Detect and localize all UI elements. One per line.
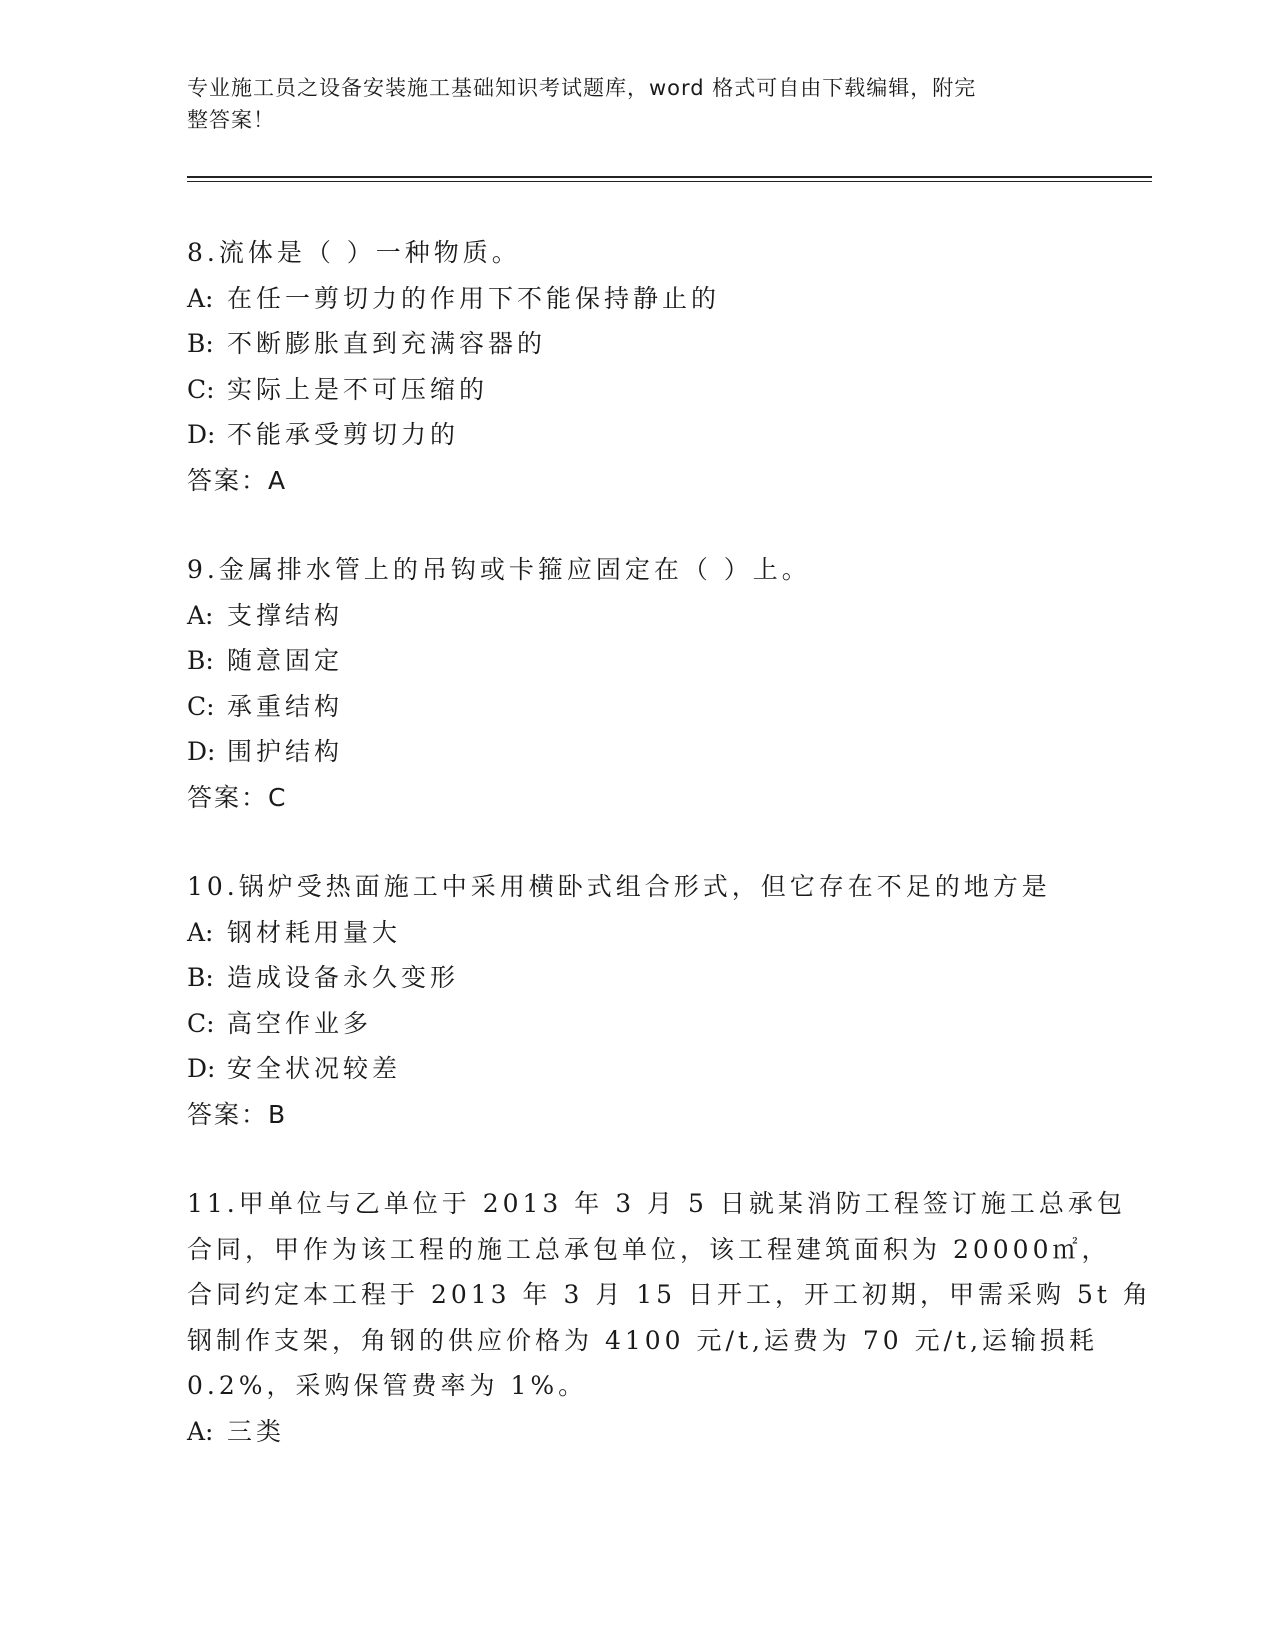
question-9: [187, 547, 1087, 820]
question-stem: 10.锅炉受热面施工中采用横卧式组合形式，但它存在不足的地方是: [187, 872, 1051, 901]
question-stem-line: 0.2%，采购保管费率为 1%。: [187, 1371, 588, 1400]
option-key: C:: [187, 1008, 215, 1038]
option-key: A:: [187, 917, 214, 947]
option-key: B:: [187, 329, 214, 358]
option-text: 不能承受剪切力的: [227, 420, 460, 449]
option-a: [187, 910, 1087, 956]
option-a: [187, 593, 1087, 639]
option-text: 随意固定: [227, 646, 344, 675]
option-text: 高空作业多: [227, 1008, 373, 1038]
option-text: 支撑结构: [227, 600, 344, 630]
option-c: [187, 684, 1087, 730]
header-line-1: 专业施工员之设备安装施工基础知识考试题库，word 格式可自由下载编辑，附完: [187, 76, 977, 100]
question-stem-line: 合同约定本工程于 2013 年 3 月 15 日开工，开工初期，甲需采购 5t 角: [187, 1280, 1152, 1309]
option-key: A:: [187, 283, 214, 313]
option-key: C:: [187, 374, 215, 404]
option-d: [187, 1046, 1087, 1092]
option-text: 不断膨胀直到充满容器的: [227, 329, 547, 358]
option-key: C:: [187, 691, 215, 721]
option-key: A:: [187, 600, 214, 630]
option-text: 造成设备永久变形: [227, 963, 460, 992]
question-10: [187, 864, 1087, 1137]
question-11: [187, 1181, 1152, 1454]
answer: 答案：A: [187, 465, 288, 495]
option-text: 钢材耗用量大: [227, 917, 402, 947]
option-key: D:: [187, 420, 216, 449]
option-c: [187, 367, 1087, 413]
option-text: 三类: [227, 1416, 286, 1446]
answer: 答案：C: [187, 782, 288, 812]
question-stem: 8.流体是（ ）一种物质。: [187, 238, 521, 267]
document-header: [187, 72, 1067, 136]
option-d: [187, 729, 1087, 775]
option-d: [187, 412, 1087, 458]
option-text: 安全状况较差: [227, 1054, 402, 1083]
question-stem-line: 合同，甲作为该工程的施工总承包单位，该工程建筑面积为 20000㎡，: [187, 1234, 1111, 1264]
option-key: B:: [187, 646, 214, 675]
option-text: 围护结构: [227, 737, 344, 766]
option-key: D:: [187, 737, 216, 766]
header-divider: [187, 176, 1152, 182]
question-stem-line: 11.甲单位与乙单位于 2013 年 3 月 5 日就某消防工程签订施工总承包: [187, 1189, 1126, 1218]
header-line-2: 整答案！: [187, 108, 275, 132]
answer: 答案：B: [187, 1099, 288, 1129]
option-c: [187, 1001, 1087, 1047]
option-a: [187, 1409, 1087, 1455]
option-key: B:: [187, 963, 214, 992]
question-stem: 9.金属排水管上的吊钩或卡箍应固定在（ ）上。: [187, 555, 811, 584]
option-a: [187, 276, 1087, 322]
question-list: [187, 230, 1152, 1498]
option-key: A:: [187, 1416, 214, 1446]
option-text: 承重结构: [227, 691, 344, 721]
option-b: [187, 955, 1087, 1001]
option-text: 实际上是不可压缩的: [227, 374, 489, 404]
question-stem-line: 钢制作支架，角钢的供应价格为 4100 元/t,运费为 70 元/t,运输损耗: [187, 1325, 1099, 1355]
question-8: [187, 230, 1087, 503]
option-key: D:: [187, 1054, 216, 1083]
option-text: 在任一剪切力的作用下不能保持静止的: [227, 283, 721, 313]
option-b: [187, 638, 1087, 684]
option-b: [187, 321, 1087, 367]
